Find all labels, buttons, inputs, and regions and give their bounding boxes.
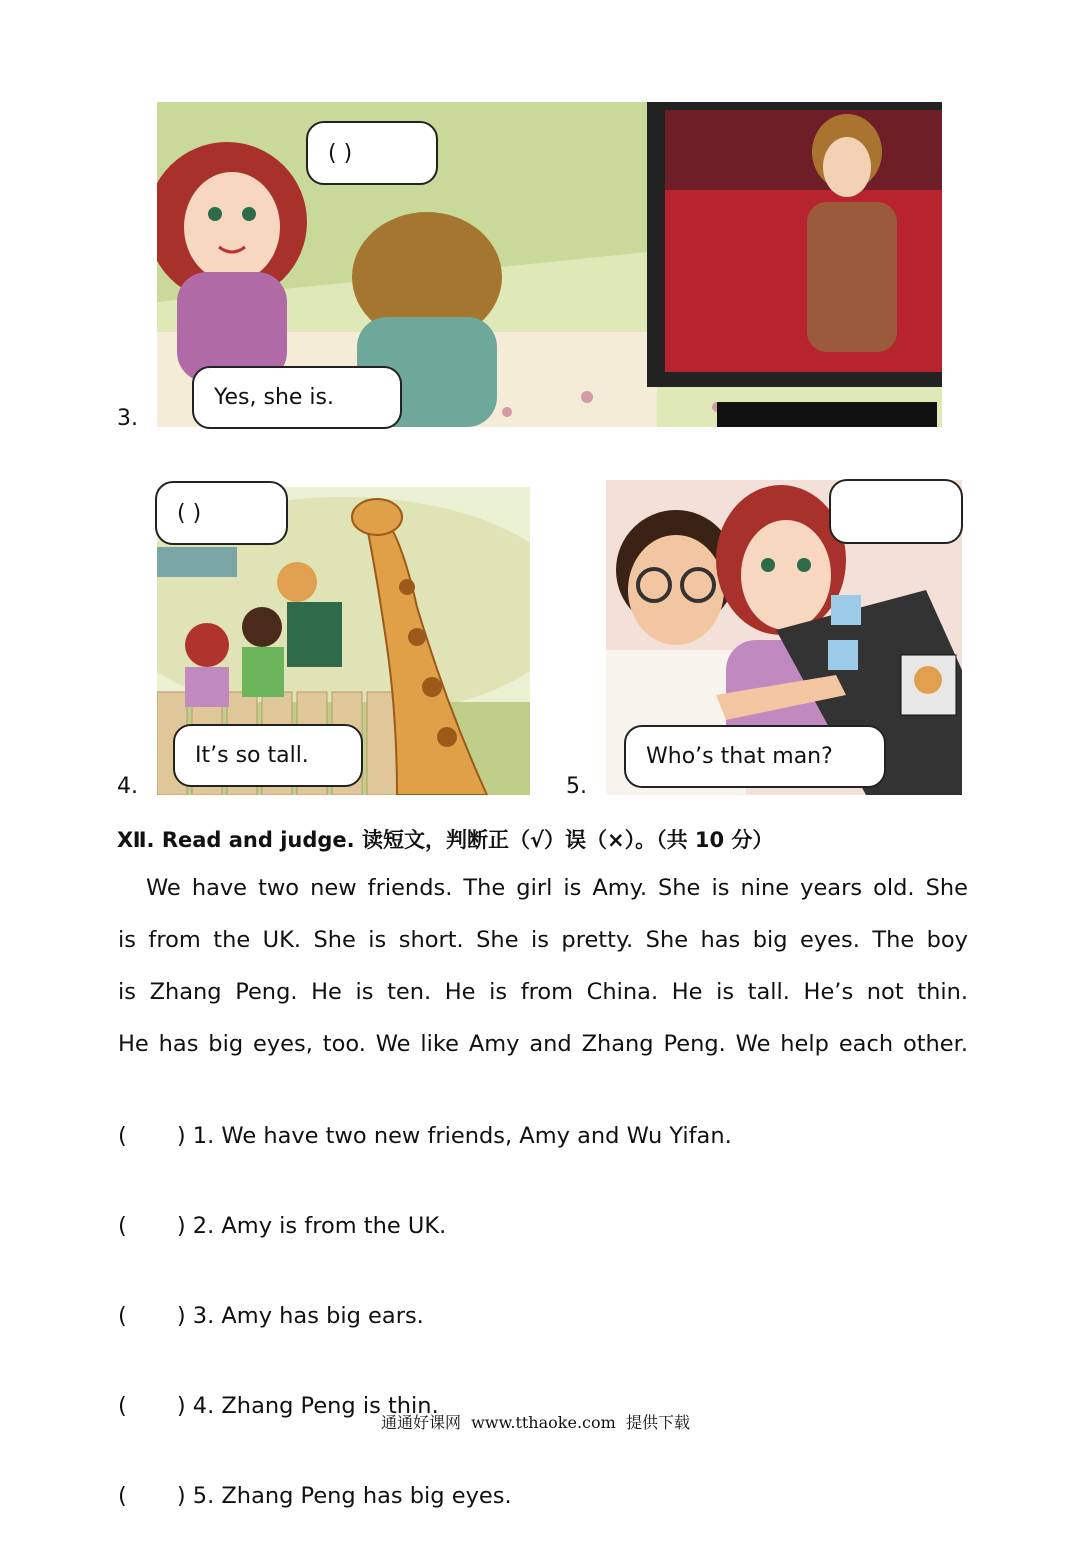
- section-heading: Ⅻ. Read and judge. 读短文，判断正（√）误（×）。（共 10 分）: [117, 828, 774, 852]
- speech-bubble-answer: [624, 725, 886, 788]
- speech-bubble-answer: [173, 724, 363, 787]
- passage-line: We have two new friends. The girl is Amy. She is nine years old. She: [146, 875, 968, 901]
- item-number-5: 5.: [566, 774, 587, 799]
- bubble-text: ( ): [328, 140, 353, 166]
- speech-bubble-question: [829, 479, 963, 544]
- bubble-text: ( ): [177, 500, 202, 526]
- reading-passage: [118, 862, 968, 1070]
- bubble-text: Yes, she is.: [214, 385, 335, 410]
- passage-line: He has big eyes, too. We like Amy and Zhang Peng. We help each other.: [118, 1031, 968, 1057]
- bubble-text: Who’s that man?: [646, 744, 833, 769]
- judge-question-list: [118, 1085, 968, 1554]
- judge-question: ( ) 3. Amy has big ears.: [118, 1303, 424, 1329]
- item-number-4: 4.: [117, 774, 138, 799]
- passage-line: is Zhang Peng. He is ten. He is from China. He is tall. He’s not thin.: [118, 979, 968, 1005]
- judge-question: ( ) 5. Zhang Peng has big eyes.: [118, 1483, 512, 1509]
- page-footer: 通通好课网 www.tthaoke.com 提供下载: [381, 1413, 690, 1432]
- judge-question: ( ) 2. Amy is from the UK.: [118, 1213, 447, 1239]
- judge-question: ( ) 1. We have two new friends, Amy and Wu Yifan.: [118, 1123, 732, 1149]
- speech-bubble-answer: [192, 366, 402, 429]
- item-number-3: 3.: [117, 406, 138, 431]
- speech-bubble-question: [155, 481, 288, 545]
- bubble-text: It’s so tall.: [195, 743, 309, 768]
- judge-question: ( ) 4. Zhang Peng is thin.: [118, 1393, 439, 1419]
- speech-bubble-question: [306, 121, 438, 185]
- passage-line: is from the UK. She is short. She is pretty. She has big eyes. The boy: [118, 927, 968, 953]
